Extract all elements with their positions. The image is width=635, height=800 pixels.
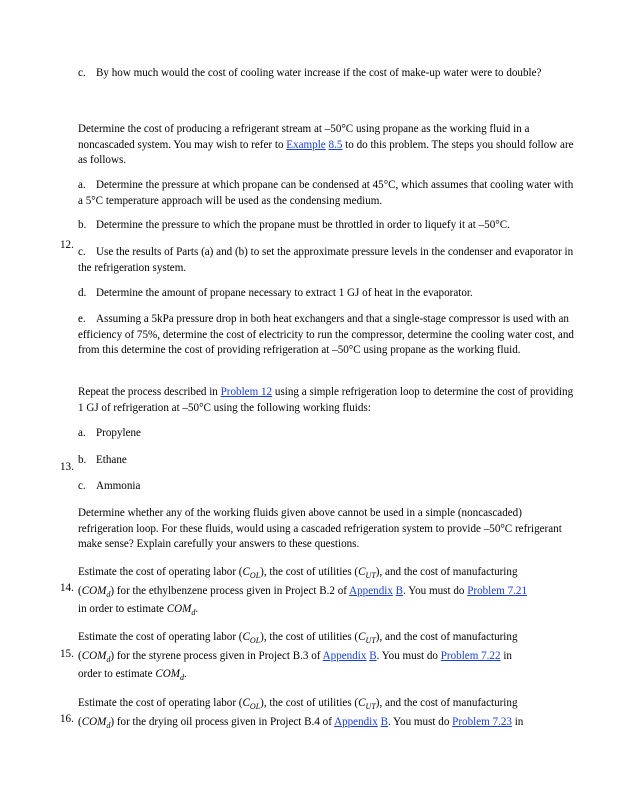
problem-13c: c. Ammonia [78, 480, 141, 492]
problem-13b: b. Ethane [78, 454, 127, 466]
problem-13-intro: Repeat the process described in Problem 12 using a simple refrigeration loop to determine the cost of providing 1 GJ of refrigeration at –50°C using the following working fluids: [78, 386, 574, 414]
problem-16-text: Estimate the cost of operating labor $(C_{OL})$, the cost of utilities $(C_{UT})$, and the cost of manufacturing $(COM_d)$ for the drying oil process given in Project B.4 of Appendix B. You must do Problem 7.23 in [78, 697, 524, 730]
problem-12e: e. Assuming a 5kPa pressure drop in both heat exchangers and that a single-stage compressor is used with an efficiency of 75%, determine the cost of electricity to run the compressor, determine the cooling water cost, and from this determine the cost of providing refrigeration at –50°C using propane as the working fluid. [78, 313, 574, 356]
problem-12a: a. Determine the pressure at which propane can be condensed at 45°C, which assumes that cooling water with a 5°C temperature approach will be used as the condensing medium. [78, 179, 574, 207]
link-appendix-b[interactable]: B [380, 715, 389, 728]
problem-15-text: Estimate the cost of operating labor $(C_{OL})$, the cost of utilities $(C_{UT})$, and the cost of manufacturing $(COM_d)$ for the styrene process given in Project B.3 of Appendix B. You must do Problem 7.22 in order to estimate $COM_d$. [78, 631, 518, 683]
problem-14-text: Estimate the cost of operating labor $(C_{OL})$, the cost of utilities $(C_{UT})$, and the cost of manufacturing $(COM_d)$ for the ethylbenzene process given in Project B.2 of Appendix B. You must do Problem 7.21 in order to estimate $COM_d$. [78, 566, 527, 618]
problem-13-closing: Determine whether any of the working fluids given above cannot be used in a simple (noncascaded) refrigeration loop. For these fluids, would using a cascaded refrigeration system to provide –50°C refrigerant make sense? Explain carefully your answers to these questions. [78, 507, 562, 550]
link-appendix[interactable]: Appendix [334, 715, 378, 728]
link-appendix[interactable]: Appendix [322, 649, 367, 662]
problem-11c [78, 66, 578, 82]
problem-12-intro: Determine the cost of producing a refrigerant stream at –50°C using propane as the working fluid in a noncascaded system. You may wish to refer to Example 8.5 to do this problem. The steps you should follow are as follows. [78, 123, 574, 166]
problem-number-16: 16. [60, 713, 74, 725]
link-problem-7-21[interactable]: Problem 7.21 [467, 584, 527, 597]
problem-12d: d. Determine the amount of propane necessary to extract 1 GJ of heat in the evaporator. [78, 287, 473, 299]
link-appendix-b[interactable]: B [369, 649, 377, 662]
link-example-8-5[interactable]: 8.5 [328, 138, 343, 151]
link-appendix[interactable]: Appendix [349, 584, 393, 597]
link-problem-7-22[interactable]: Problem 7.22 [440, 649, 501, 662]
problem-12b: b. Determine the pressure to which the propane must be throttled in order to liquefy it at –50°C. [78, 219, 510, 231]
link-problem-7-23[interactable]: Problem 7.23 [452, 715, 512, 728]
problem-number-14: 14. [60, 582, 74, 594]
item-text: By how much would the cost of cooling water increase if the cost of make-up water were to double? [96, 67, 542, 79]
problem-number-12: 12. [60, 239, 74, 251]
problem-number-15: 15. [60, 648, 74, 660]
item-letter: c. [78, 67, 86, 79]
problem-number-13: 13. [60, 461, 74, 473]
link-example[interactable]: Example [286, 138, 326, 151]
link-problem-12[interactable]: Problem 12 [220, 386, 273, 398]
link-appendix-b[interactable]: B [395, 584, 404, 597]
problem-12c: c. Use the results of Parts (a) and (b) to set the approximate pressure levels in the condenser and evaporator in the refrigeration system. [78, 246, 574, 274]
problem-13a: a. Propylene [78, 427, 141, 439]
